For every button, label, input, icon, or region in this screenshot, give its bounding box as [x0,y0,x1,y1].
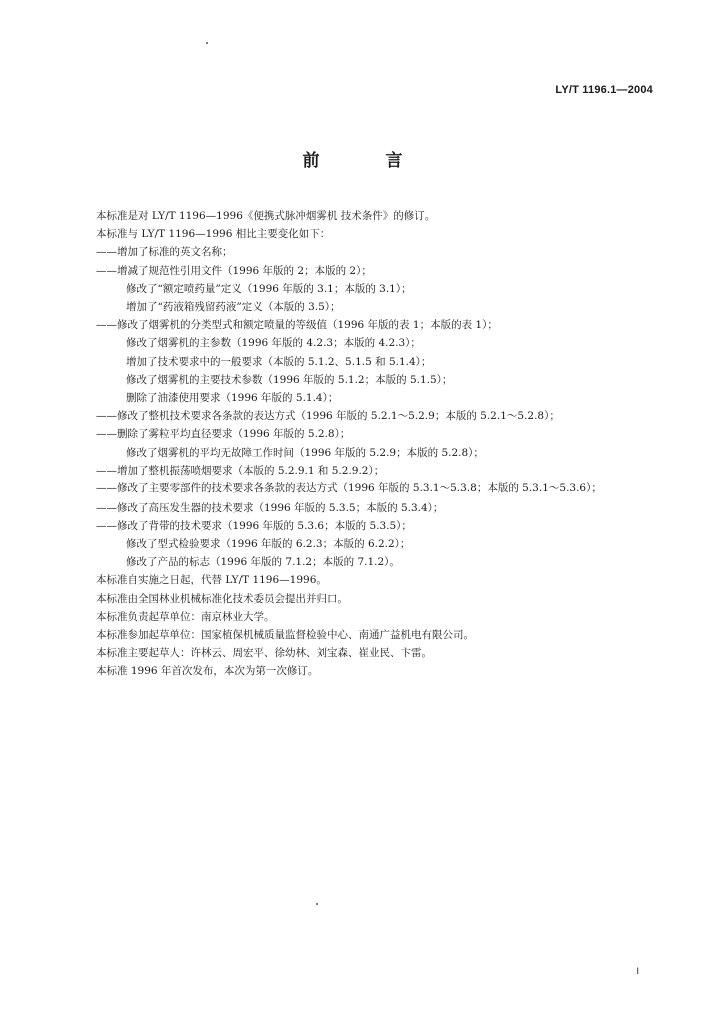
change-item: ——修改了整机技术要求各条款的表达方式（1996 年版的 5.2.1～5.2.9；本版的 5.2.1～5.2.8）； [96,410,560,423]
paragraph-history: 本标准 1996 年首次发布，本次为第一次修订。 [96,665,319,678]
change-item: 修改了烟雾机的主要技术参数（1996 年版的 5.1.2；本版的 5.1.5）； [126,373,453,386]
paragraph-changes-intro: 本标准与 LY/T 1196—1996 相比主要变化如下： [96,228,331,241]
paragraph-replaces: 本标准自实施之日起，代替 LY/T 1196—1996。 [96,574,327,587]
page-number: I [636,966,639,976]
change-item: 修改了产品的标志（1996 年版的 7.1.2；本版的 7.1.2）。 [126,556,400,569]
change-item: ——删除了雾粒平均直径要求（1996 年版的 5.2.8）； [96,428,351,441]
paragraph-drafting-unit: 本标准负责起草单位：南京林业大学。 [96,610,275,623]
change-item: 增加了“药液箱残留药液”定义（本版的 3.5）； [126,301,341,314]
scan-speck [316,903,318,905]
foreword-body [96,207,656,681]
change-item: 修改了“额定喷药量”定义（1996 年版的 3.1；本版的 3.1）； [126,282,412,295]
paragraph-participating-units: 本标准参加起草单位：国家植保机械质量监督检验中心、南通广益机电有限公司。 [96,628,474,641]
change-item: ——增减了规范性引用文件（1996 年版的 2；本版的 2）； [96,264,372,277]
paragraph-drafters: 本标准主要起草人：许林云、周宏平、徐幼林、刘宝森、崔业民、卞雷。 [96,647,432,660]
scan-speck [206,42,208,44]
paragraph-proposer: 本标准由全国林业机械标准化技术委员会提出并归口。 [96,592,348,605]
change-item: 删除了油漆使用要求（1996 年版的 5.1.4）； [126,392,339,405]
change-item: 增加了技术要求中的一般要求（本版的 5.1.2、5.1.5 和 5.1.4）； [126,355,432,368]
page-title: 前 言 [302,151,433,171]
change-item: 修改了型式检验要求（1996 年版的 6.2.3；本版的 6.2.2）； [126,537,411,550]
paragraph-revision-note: 本标准是对 LY/T 1196—1996《便携式脉冲烟雾机 技术条件》的修订。 [96,210,436,222]
change-item: 修改了烟雾机的平均无故障工作时间（1996 年版的 5.2.9；本版的 5.2.8）； [126,446,484,459]
change-item: ——修改了高压发生器的技术要求（1996 年版的 5.3.5；本版的 5.3.4）； [96,501,444,514]
change-item: ——增加了整机振荡喷烟要求（本版的 5.2.9.1 和 5.2.9.2）； [96,464,385,477]
change-item: ——修改了烟雾机的分类型式和额定喷量的等级值（1996 年版的表 1；本版的表 1）； [96,319,498,332]
change-item: ——修改了背带的技术要求（1996 年版的 5.3.6；本版的 5.3.5）； [96,519,412,532]
standard-code: LY/T 1196.1—2004 [555,84,653,96]
change-item: ——修改了主要零部件的技术要求各条款的表达方式（1996 年版的 5.3.1～5.3.8；本版的 5.3.1～5.3.6）； [96,482,602,495]
change-item: ——增加了标准的英文名称； [96,246,233,259]
change-item: 修改了烟雾机的主参数（1996 年版的 4.2.3；本版的 4.2.3）； [126,337,421,350]
